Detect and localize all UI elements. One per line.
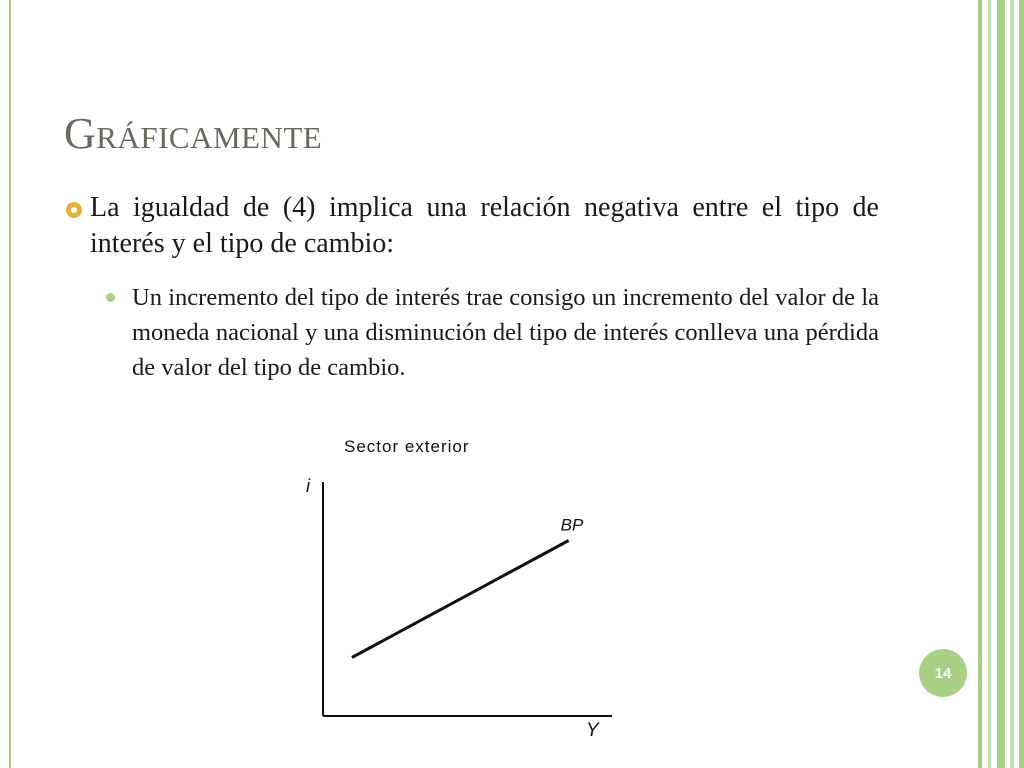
sub-bullet-icon: [106, 293, 115, 302]
y-axis-label: i: [306, 476, 310, 496]
bullet-text: La igualdad de (4) implica una relación negativa entre el tipo de interés y el tipo de cambio:: [90, 192, 879, 259]
chart-title: Sector exterior: [344, 437, 470, 456]
series-label-bp: BP: [560, 515, 584, 535]
series-layer: [352, 516, 584, 658]
slide-number: 14: [919, 649, 967, 697]
sub-bullet-text: Un incremento del tipo de interés trae consigo un incremento del valor de la moneda nacional y una disminución del tipo de interés conlleva una pérdida de valor del tipo de cambio.: [132, 284, 879, 381]
decorative-stripes: [978, 0, 1024, 768]
slide-title: Gráficamente: [64, 109, 323, 158]
bullet-icon: [66, 202, 82, 218]
bullet-item: [64, 190, 879, 262]
bp-chart: [296, 430, 636, 750]
series-line-bp: [352, 541, 569, 658]
x-axis-label: Y: [586, 720, 599, 741]
sub-bullet-item: [104, 280, 879, 385]
left-border: [9, 0, 11, 768]
